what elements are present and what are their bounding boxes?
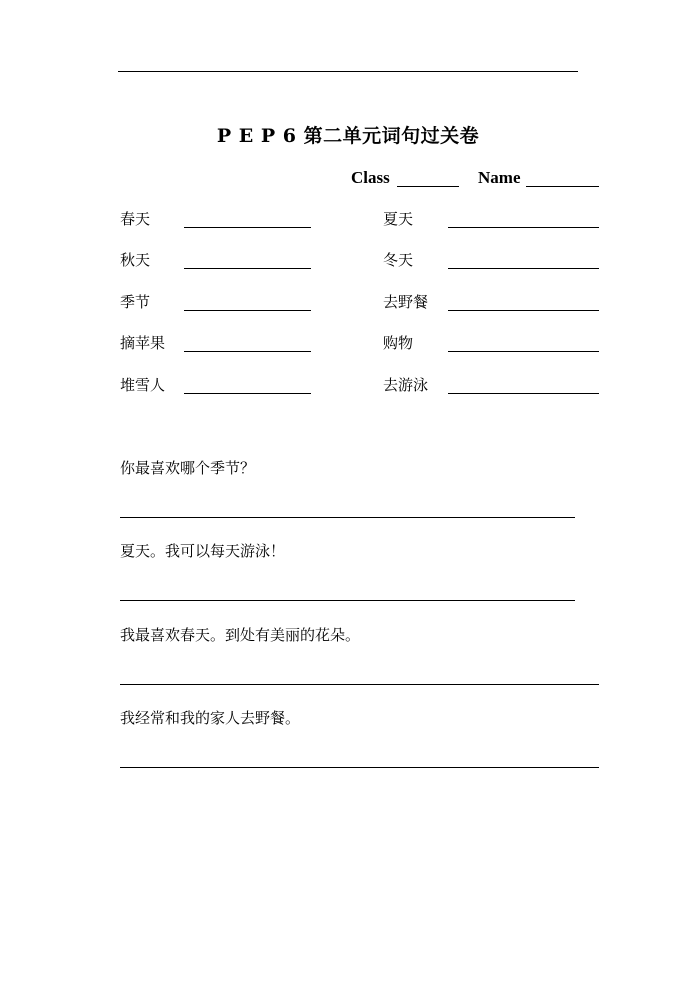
vocab-word: 季节 [120, 293, 151, 311]
page-title: P E P 6 第二单元词句过关卷 [216, 125, 480, 147]
sentence-answer-blank[interactable] [120, 684, 599, 685]
vocab-word: 摘苹果 [120, 334, 166, 352]
sentence-prompt: 你最喜欢哪个季节？ [120, 459, 256, 477]
vocab-answer-blank[interactable] [184, 351, 311, 352]
top-rule [118, 71, 578, 72]
vocab-word: 去游泳 [383, 376, 429, 394]
vocab-word: 购物 [383, 334, 414, 352]
vocab-word: 秋天 [120, 251, 151, 269]
vocab-word: 春天 [120, 210, 151, 228]
vocab-answer-blank[interactable] [448, 310, 599, 311]
vocab-word: 冬天 [383, 251, 414, 269]
name-blank[interactable] [526, 186, 599, 187]
class-label: Class [351, 168, 390, 187]
vocab-answer-blank[interactable] [184, 310, 311, 311]
vocab-word: 夏天 [383, 210, 414, 228]
vocab-answer-blank[interactable] [448, 393, 599, 394]
vocab-answer-blank[interactable] [184, 227, 311, 228]
vocab-answer-blank[interactable] [448, 351, 599, 352]
vocab-answer-blank[interactable] [184, 393, 311, 394]
sentence-answer-blank[interactable] [120, 767, 599, 768]
sentence-answer-blank[interactable] [120, 517, 575, 518]
vocab-word: 堆雪人 [120, 376, 166, 394]
sentence-prompt: 我经常和我的家人去野餐。 [120, 709, 301, 727]
vocab-answer-blank[interactable] [448, 227, 599, 228]
vocab-answer-blank[interactable] [184, 268, 311, 269]
vocab-word: 去野餐 [383, 293, 429, 311]
name-label: Name [478, 168, 521, 187]
sentence-prompt: 我最喜欢春天。到处有美丽的花朵。 [120, 626, 361, 644]
vocab-answer-blank[interactable] [448, 268, 599, 269]
sentence-prompt: 夏天。我可以每天游泳！ [120, 542, 286, 560]
class-blank[interactable] [397, 186, 459, 187]
sentence-answer-blank[interactable] [120, 600, 575, 601]
